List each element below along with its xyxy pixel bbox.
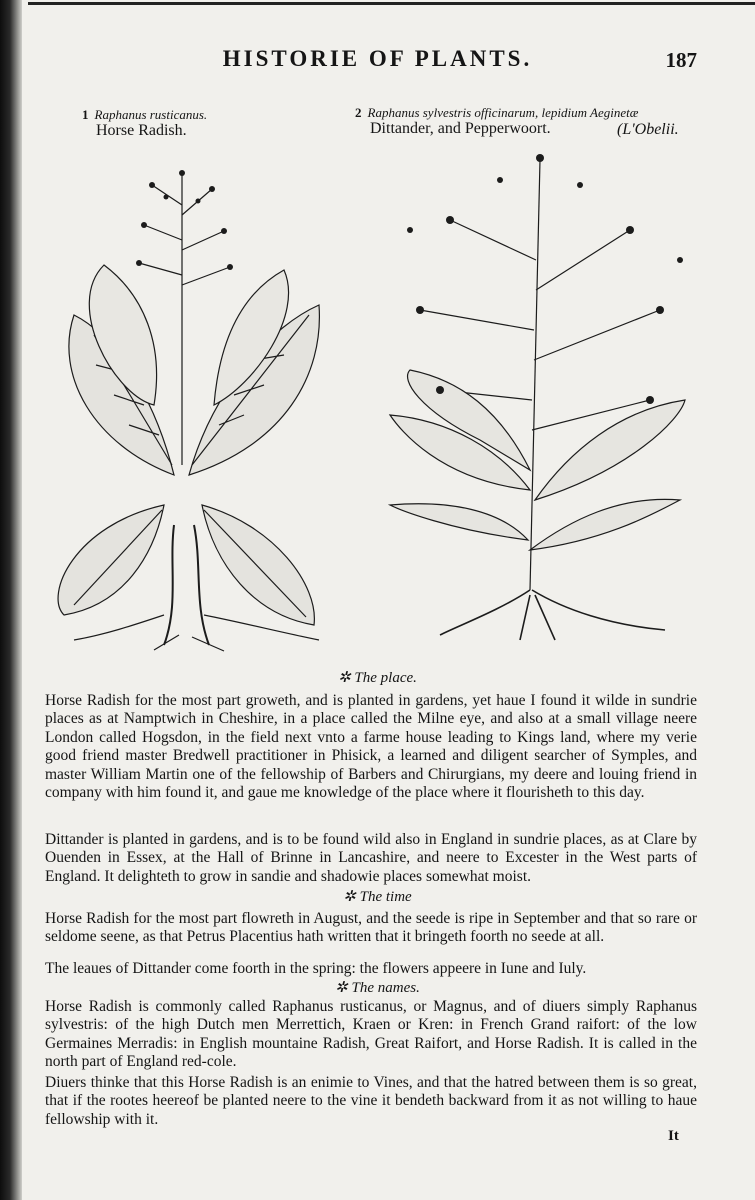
catchword: It <box>668 1128 679 1144</box>
horse-radish-woodcut <box>34 145 334 655</box>
names-paragraph-2: Diuers thinke that this Horse Radish is an enimie to Vines, and that the hatred between them is so great, that if the rootes heereof be planted neere to the vine it bendeth backward from it as not willing to haue fellowship with it. <box>45 1073 697 1128</box>
section-heading-time: ✲ The time <box>343 889 412 905</box>
page-number: 187 <box>665 48 697 72</box>
place-paragraph-2: Dittander is planted in gardens, and is to be found wild also in England in sundrie places, as at Clare by Ouenden in Essex, at the Hall of Brinne in Lancashire, and neere to Excester in the West parts of England. It delighteth to grow in sandie and shadowie places somewhat moist. <box>45 830 697 885</box>
figure-2-number: 2 <box>355 105 362 120</box>
section-heading-place: ✲ The place. <box>338 670 417 686</box>
time-paragraph-1: Horse Radish for the most part flowreth in August, and the seede is ripe in September and that so rare or seldome seene, as that Petrus Placentius hath written that it bringeth foorth no seede at all. <box>45 909 697 945</box>
figure-1-number: 1 <box>82 107 89 122</box>
figure-2-latin-name: Raphanus sylvestris officinarum, lepidium Aeginetæ <box>367 105 639 120</box>
figure-1-caption-latin <box>82 106 207 123</box>
figure-1-latin-name: Raphanus rusticanus. <box>94 107 208 122</box>
figure-1-caption-english: Horse Radish. <box>96 122 187 139</box>
top-edge <box>28 2 755 5</box>
figure-2-attribution: (L'Obelii. <box>617 121 679 138</box>
page-gutter-shadow <box>0 0 22 1200</box>
time-paragraph-2: The leaues of Dittander come foorth in the spring: the flowers appeere in Iune and Iuly. <box>45 959 587 977</box>
place-paragraph-1: Horse Radish for the most part groweth, and is planted in gardens, yet haue I found it wilde in sundrie places as at Namptwich in Cheshire, in a place called the Milne eye, and also at a small village neere London called Hogsdon, in the field next vnto a farme house leading to Kings land, where my verie good friend master Bredwell practitioner in Phisick, a learned and diligent searcher of Symples, and master William Martin one of the fellowship of Barbers and Chirurgians, my deere and louing friend in company with him found it, and gaue me knowledge of the place where it flourisheth to this day. <box>45 691 697 801</box>
dittander-woodcut <box>380 140 700 645</box>
section-heading-names: ✲ The names. <box>335 980 420 996</box>
running-head: HISTORIE OF PLANTS. <box>222 46 533 71</box>
names-paragraph-1: Horse Radish is commonly called Raphanus rusticanus, or Magnus, and of diuers simply Raphanus sylvestris: of the high Dutch men Merrettich, Kraen or Kren: in French Grand raifort: of the low Germaines Merradis: in English mountaine Radish, Great Raifort, and Horse Radish. It is called in the north part of England red-cole. <box>45 997 697 1070</box>
figure-2-caption-latin <box>355 104 638 121</box>
figure-2-caption-english: Dittander, and Pepperwoort. <box>370 120 551 137</box>
